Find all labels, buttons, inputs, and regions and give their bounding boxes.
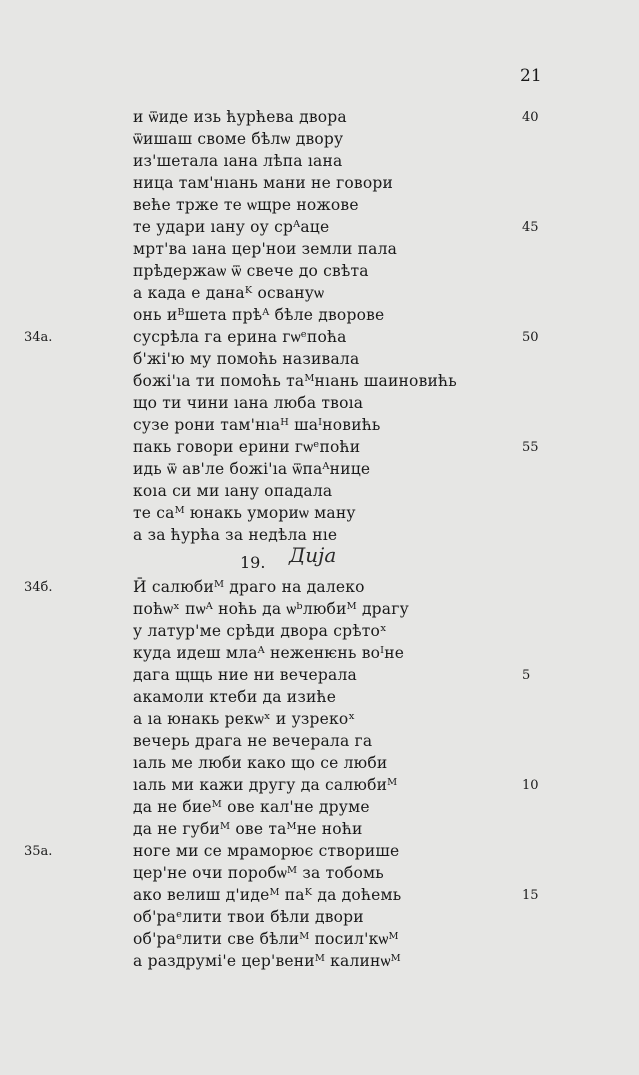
line-number: 50 (522, 330, 539, 345)
verse-line: да не губиᴹ ове таᴹне ноћи (133, 820, 363, 838)
verse-line: а раздрумi'е цер'вениᴹ калинѡᴹ (133, 952, 401, 970)
verse-line: прѣдержаѡ ѿ свече до свѣта (133, 262, 369, 280)
line-number: 5 (522, 668, 531, 683)
verse-line: пакь говори ерини гѡᵉпоћи (133, 438, 361, 456)
verse-line: сузе рони там'нıаᴴ шаᴵновићь (133, 416, 381, 434)
page-number: 21 (520, 66, 542, 86)
verse-line: акамоли ктеби да изиће (133, 688, 337, 706)
verse-line: а за ћурћа за недѣла нıе (133, 526, 338, 544)
verse-line: у латур'ме срѣди двора срѣтоˣ (133, 622, 387, 640)
verse-line: ноге ми се мраморює створише (133, 842, 400, 860)
handwritten-note: Дија (289, 543, 337, 567)
verse-line: и ѿиде изь ћурћева двора (133, 108, 347, 126)
verse-line: сусрѣла га ерина гѡᵉпоћа (133, 328, 347, 346)
verse-line: идь ѿ ав'ле божi'ıа ѿпаᴬнице (133, 460, 371, 478)
verse-line: об'раᵉлити све бѣлиᴹ посил'кѡᴹ (133, 930, 399, 948)
verse-line: дага щщь ние ни вечерала (133, 666, 357, 684)
verse-line: а када е данаᴷ освануѡ (133, 284, 325, 302)
verse-line: б'жi'ю му помоћь називала (133, 350, 360, 368)
verse-line: Ӣ салюбиᴹ драго на далеко (133, 578, 365, 596)
verse-line: ıаль ме люби како що се люби (133, 754, 388, 772)
verse-line: божi'ıа ти помоћь таᴹнıань шаиновићь (133, 372, 457, 390)
verse-line: що ти чини ıана люба твоıа (133, 394, 364, 412)
verse-line: те саᴹ юнакь умориѡ ману (133, 504, 356, 522)
verse-line: онь иᴮшета прѣᴬ бѣле дворове (133, 306, 385, 324)
verse-line: ıаль ми кажи другу да салюбиᴹ (133, 776, 398, 794)
verse-line: ница там'нıань мани не говори (133, 174, 394, 192)
verse-line: веће трже те ѡщре ножове (133, 196, 359, 214)
line-number: 55 (522, 440, 539, 455)
verse-line: цер'не очи поробѡᴹ за тобомь (133, 864, 384, 882)
verse-line: вечерь драга не вечерала га (133, 732, 373, 750)
margin-reference: 35a. (24, 844, 53, 859)
line-number: 10 (522, 778, 539, 793)
verse-line: ако велиш д'идеᴹ паᴷ да доћемь (133, 886, 402, 904)
verse-line: да не биеᴹ ове кал'не друме (133, 798, 370, 816)
margin-reference: 34б. (24, 580, 53, 595)
line-number: 15 (522, 888, 539, 903)
line-number: 40 (522, 110, 539, 125)
verse-line: поћѡˣ пѡᴬ ноћь да ѡᵇлюбиᴹ драгу (133, 600, 409, 618)
margin-reference: 34a. (24, 330, 53, 345)
verse-line: а ıа юнакь рекѡˣ и узрекоˣ (133, 710, 356, 728)
line-number: 45 (522, 220, 539, 235)
verse-line: коıа си ми ıану опадала (133, 482, 333, 500)
verse-line: из'шетала ıана лѣпа ıана (133, 152, 343, 170)
verse-line: ѿишаш своме бѣлѡ двору (133, 130, 344, 148)
verse-line: об'раᵉлити твои бѣли двори (133, 908, 364, 926)
verse-line: те удари ıану оу срᴬаце (133, 218, 330, 236)
verse-line: мрт'ва ıана цер'нои земли пала (133, 240, 398, 258)
verse-line: куда идеш млаᴬ неженѥнь воᴵне (133, 644, 405, 662)
section-heading: 19. (240, 553, 266, 572)
